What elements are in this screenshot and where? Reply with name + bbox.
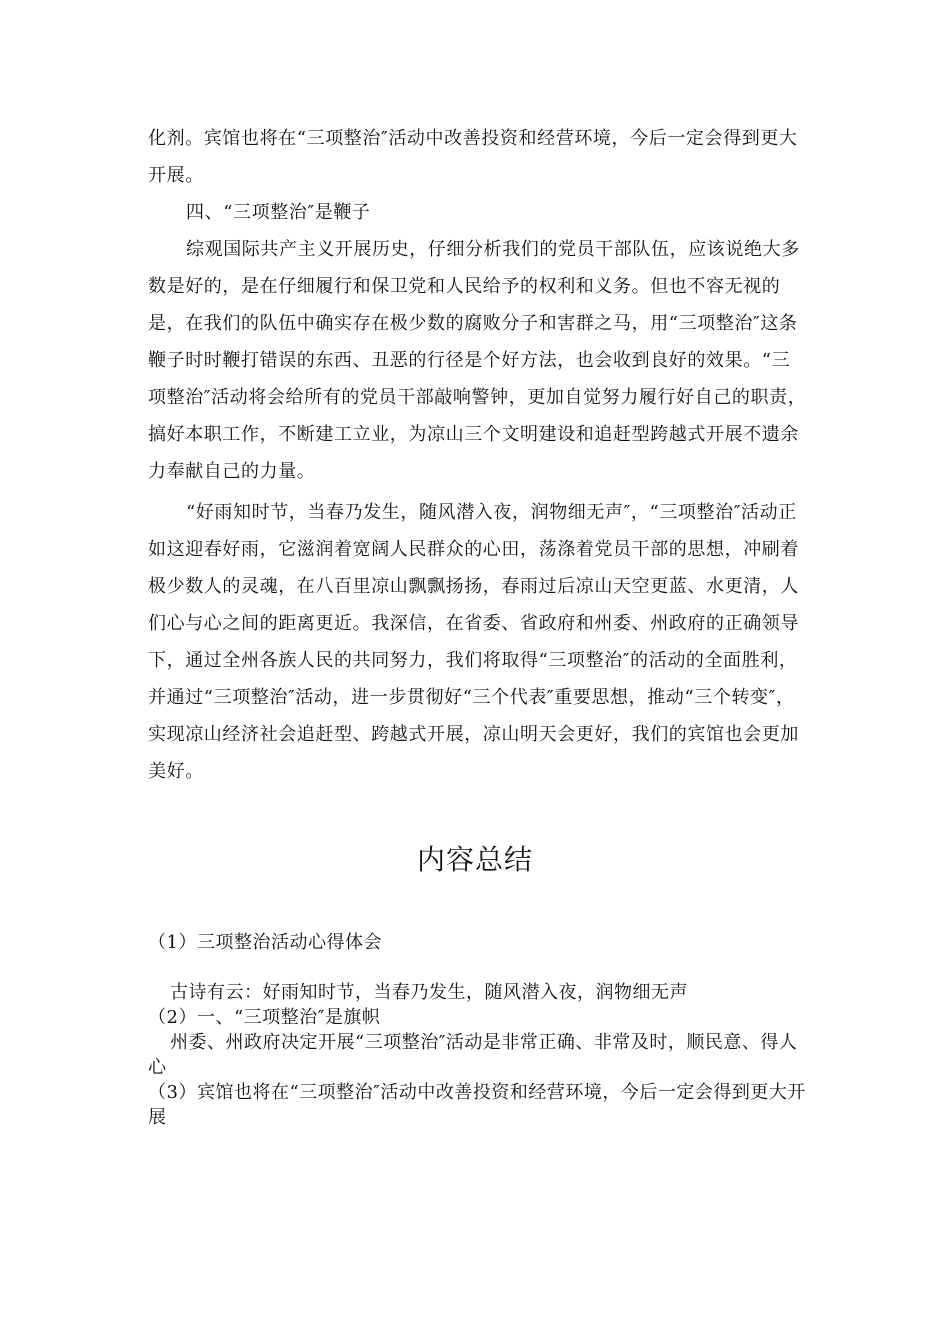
summary-item: （3）宾馆也将在“三项整治″活动中改善投资和经营环境，今后一定会得到更大开展 <box>148 1082 806 1128</box>
summary-item: （2）一、“三项整治″是旗帜 <box>148 1007 381 1028</box>
summary-item-detail: 州委、州政府决定开展“三项整治″活动是非常正确、非常及时，顺民意、得人心 <box>148 1032 798 1078</box>
paragraph-continuation: 化剂。宾馆也将在“三项整治″活动中改善投资和经营环境，今后一定会得到更大开展。 <box>148 128 798 186</box>
section-heading: 四、“三项整治″是鞭子 <box>186 202 371 223</box>
summary-item-detail: 古诗有云：好雨知时节，当春乃发生，随风潜入夜，润物细无声 <box>170 982 688 1003</box>
summary-item: （1）三项整治活动心得体会 <box>148 932 382 953</box>
paragraph: 综观国际共产主义开展历史，仔细分析我们的党员干部队伍，应该说绝大多数是好的，是在仔细履行和保卫党和人民给予的权利和义务。但也不容无视的是，在我们的队伍中确实存在极少数的腐败分子和害群之马，用“三项整治″这条鞭子时时鞭打错误的东西、丑恶的行径是个好方法，也会收到良好的效果。“三项整治″活动将会给所有的党员干部敲响警钟，更加自觉努力履行好自己的职责，搞好本职工作，不断建工立业，为凉山三个文明建设和追赶型跨越式开展不遗余力奉献自己的力量。 <box>148 239 807 482</box>
document-body <box>148 120 808 790</box>
summary-section <box>148 930 808 1130</box>
summary-title: 内容总结 <box>416 843 533 876</box>
paragraph: “好雨知时节，当春乃发生，随风潜入夜，润物细无声″，“三项整治″活动正如这迎春好雨，它滋润着宽阔人民群众的心田，荡涤着党员干部的思想，冲刷着极少数人的灵魂，在八百里凉山飘飘扬扬，春雨过后凉山天空更蓝、水更清，人们心与心之间的距离更近。我深信，在省委、省政府和州委、州政府的正确领导下，通过全州各族人民的共同努力，我们将取得“三项整治″的活动的全面胜利，并通过“三项整治″活动，进一步贯彻好“三个代表″重要思想，推动“三个转变″，实现凉山经济社会追赶型、跨越式开展，凉山明天会更好，我们的宾馆也会更加美好。 <box>148 502 799 782</box>
